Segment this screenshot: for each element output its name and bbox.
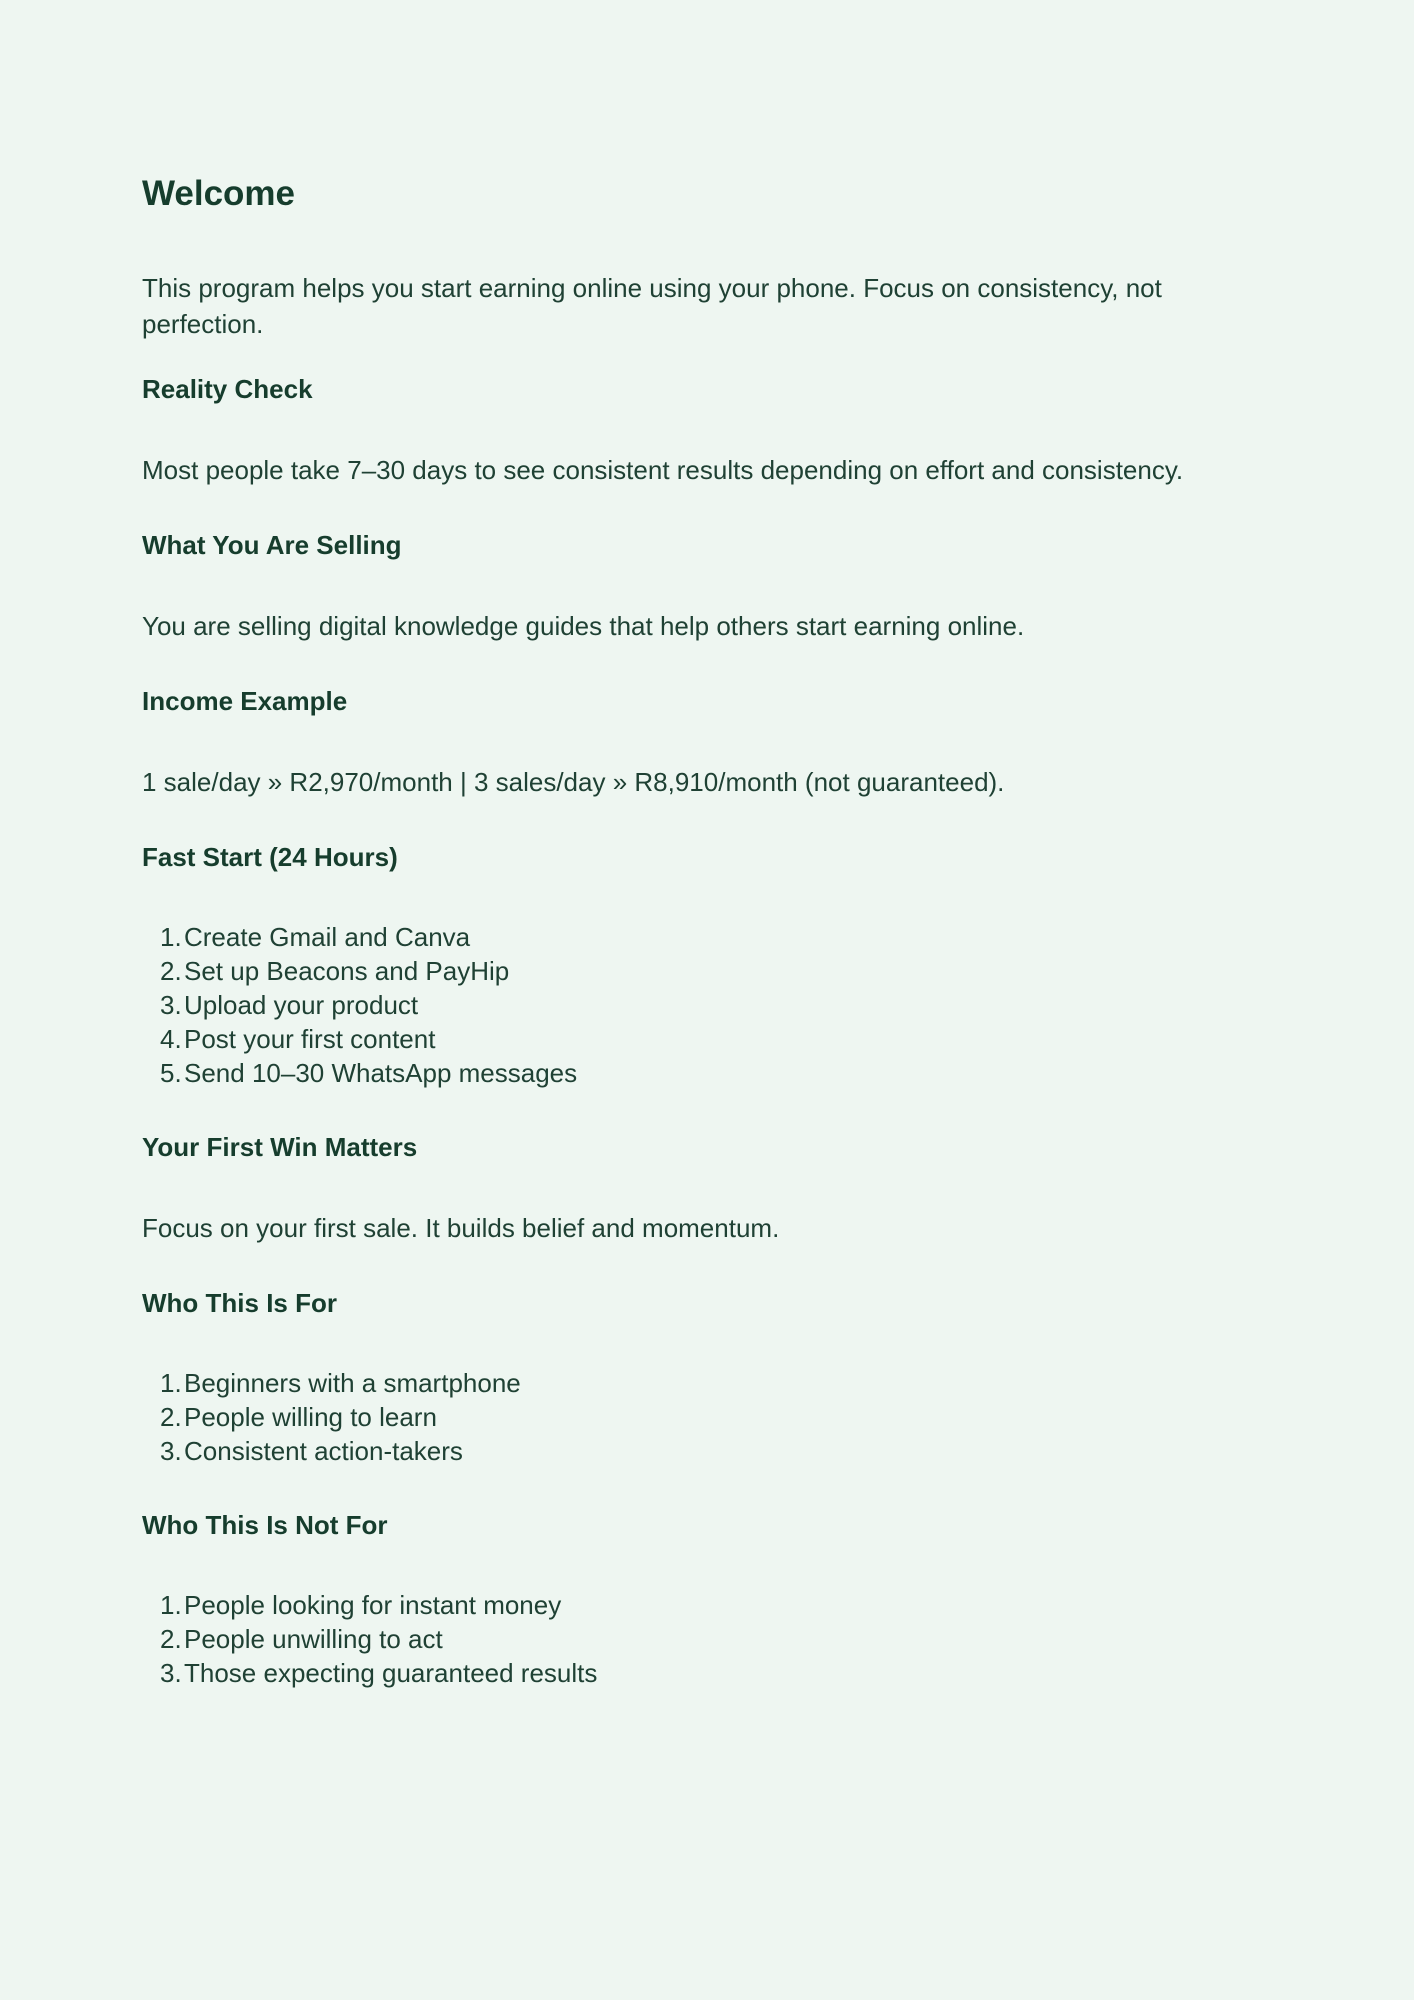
- list-item: 1. People looking for instant money: [160, 1590, 562, 1620]
- reality-check-heading: Reality Check: [142, 374, 313, 404]
- page-title: Welcome: [142, 174, 296, 213]
- fast-start-list: [142, 920, 1282, 1090]
- who-for-list: [142, 1366, 1282, 1468]
- list-item: 5. Send 10–30 WhatsApp messages: [160, 1058, 578, 1088]
- income-heading: Income Example: [142, 686, 348, 716]
- list-item: 2. People willing to learn: [160, 1402, 437, 1432]
- document-page: [142, 170, 1282, 1730]
- list-item: 1. Create Gmail and Canva: [160, 922, 471, 952]
- who-for-heading: Who This Is For: [142, 1288, 337, 1318]
- fast-start-heading: Fast Start (24 Hours): [142, 842, 398, 872]
- who-not-for-heading: Who This Is Not For: [142, 1510, 388, 1540]
- first-win-heading: Your First Win Matters: [142, 1132, 418, 1162]
- reality-check-text: Most people take 7–30 days to see consistent results depending on effort and consistency.: [142, 455, 1184, 485]
- first-win-text: Focus on your first sale. It builds belief and momentum.: [142, 1213, 780, 1243]
- list-item: 4. Post your first content: [160, 1024, 436, 1054]
- list-item: 3. Consistent action-takers: [160, 1436, 463, 1466]
- selling-heading: What You Are Selling: [142, 530, 402, 560]
- list-item: 3. Upload your product: [160, 990, 419, 1020]
- who-not-for-list: [142, 1588, 1282, 1690]
- selling-text: You are selling digital knowledge guides that help others start earning online.: [142, 611, 1025, 641]
- intro-text: This program helps you start earning online using your phone. Focus on consistency, not perfection.: [142, 273, 1162, 339]
- list-item: 2. Set up Beacons and PayHip: [160, 956, 510, 986]
- list-item: 1. Beginners with a smartphone: [160, 1368, 521, 1398]
- list-item: 2. People unwilling to act: [160, 1624, 443, 1654]
- list-item: 3. Those expecting guaranteed results: [160, 1658, 598, 1688]
- income-text: 1 sale/day » R2,970/month | 3 sales/day » R8,910/month (not guaranteed).: [142, 767, 1005, 797]
